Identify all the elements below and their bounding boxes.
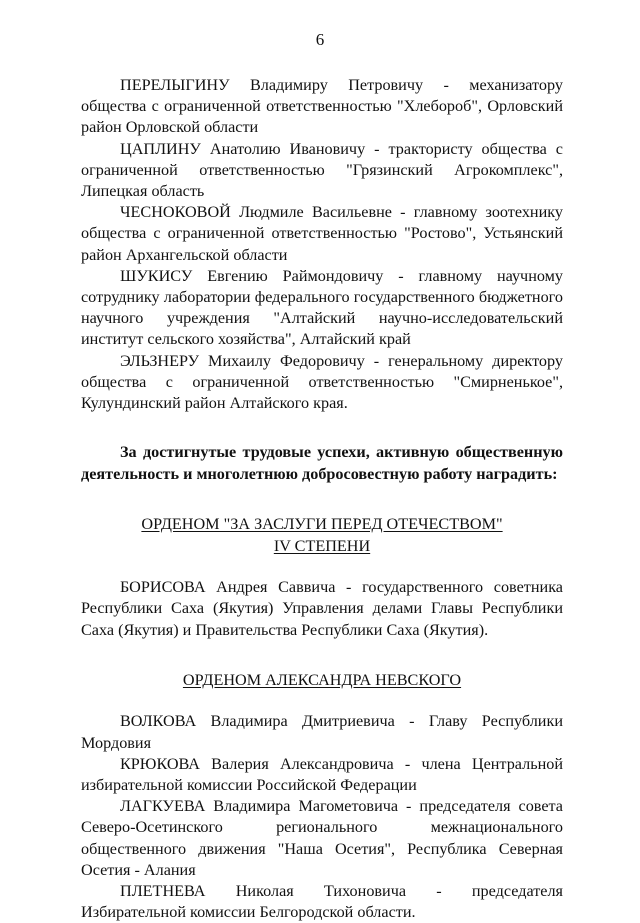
- awardee-entry: ПЕРЕЛЫГИНУ Владимиру Петровичу - механизатору общества с ограниченной ответственностью "Хлебороб", Орловский район Орловской области: [81, 76, 563, 137]
- order-heading-line: ОРДЕНОМ "ЗА ЗАСЛУГИ ПЕРЕД ОТЕЧЕСТВОМ": [141, 515, 503, 534]
- awardee-entry: ВОЛКОВА Владимира Дмитриевича - Главу Республики Мордовия: [81, 712, 563, 752]
- page-number: 6: [315, 30, 325, 49]
- awardee-entry: ЦАПЛИНУ Анатолию Ивановичу - трактористу общества с ограниченной ответственностью "Грязинский Агрокомплекс", Липецкая область: [81, 139, 563, 201]
- awardee-entry: КРЮКОВА Валерия Александровича - члена Центральной избирательной комиссии Российской Федерации: [81, 754, 563, 794]
- awardee-entry: ЛАГКУЕВА Владимира Магометовича - председателя совета Северо-Осетинского регионального межнационального общественного движения "Наша Осетия", Республика Северная Осетия - Алания: [81, 797, 563, 879]
- awardee-entry: БОРИСОВА Андрея Саввича - государственного советника Республики Саха (Якутия) Управления делами Главы Республики Саха (Якутия) и Правительства Республики Саха (Якутия).: [81, 578, 563, 639]
- awardee-entry: ЭЛЬЗНЕРУ Михаилу Федоровичу - генеральному директору общества с ограниченной ответственностью "Смирненькое", Кулундинский район Алтайского края.: [81, 351, 563, 413]
- awardee-entry: ЧЕСНОКОВОЙ Людмиле Васильевне - главному зоотехнику общества с ограниченной ответственностью "Ростово", Устьянский район Архангельской области: [81, 203, 563, 264]
- document-body: [81, 75, 563, 923]
- awardee-entry: ШУКИСУ Евгению Раймондовичу - главному научному сотруднику лаборатории федерального государственного бюджетного научного учреждения "Алтайский научно-исследовательский институт сельского хозяйства", Алтайский край: [81, 266, 563, 349]
- order-degree-line: IV СТЕПЕНИ: [273, 536, 371, 555]
- order-heading-merit-fatherland: [81, 514, 563, 557]
- order-heading-line: ОРДЕНОМ АЛЕКСАНДРА НЕВСКОГО: [182, 670, 462, 689]
- awardee-entry: ПЛЕТНЕВА Николая Тихоновича - председателя Избирательной комиссии Белгородской области.: [81, 881, 563, 922]
- award-decree-intro: За достигнутые трудовые успехи, активную общественную деятельность и многолетнюю добросовестную работу наградить:: [81, 443, 563, 483]
- order-heading-alexander-nevsky: [81, 670, 563, 692]
